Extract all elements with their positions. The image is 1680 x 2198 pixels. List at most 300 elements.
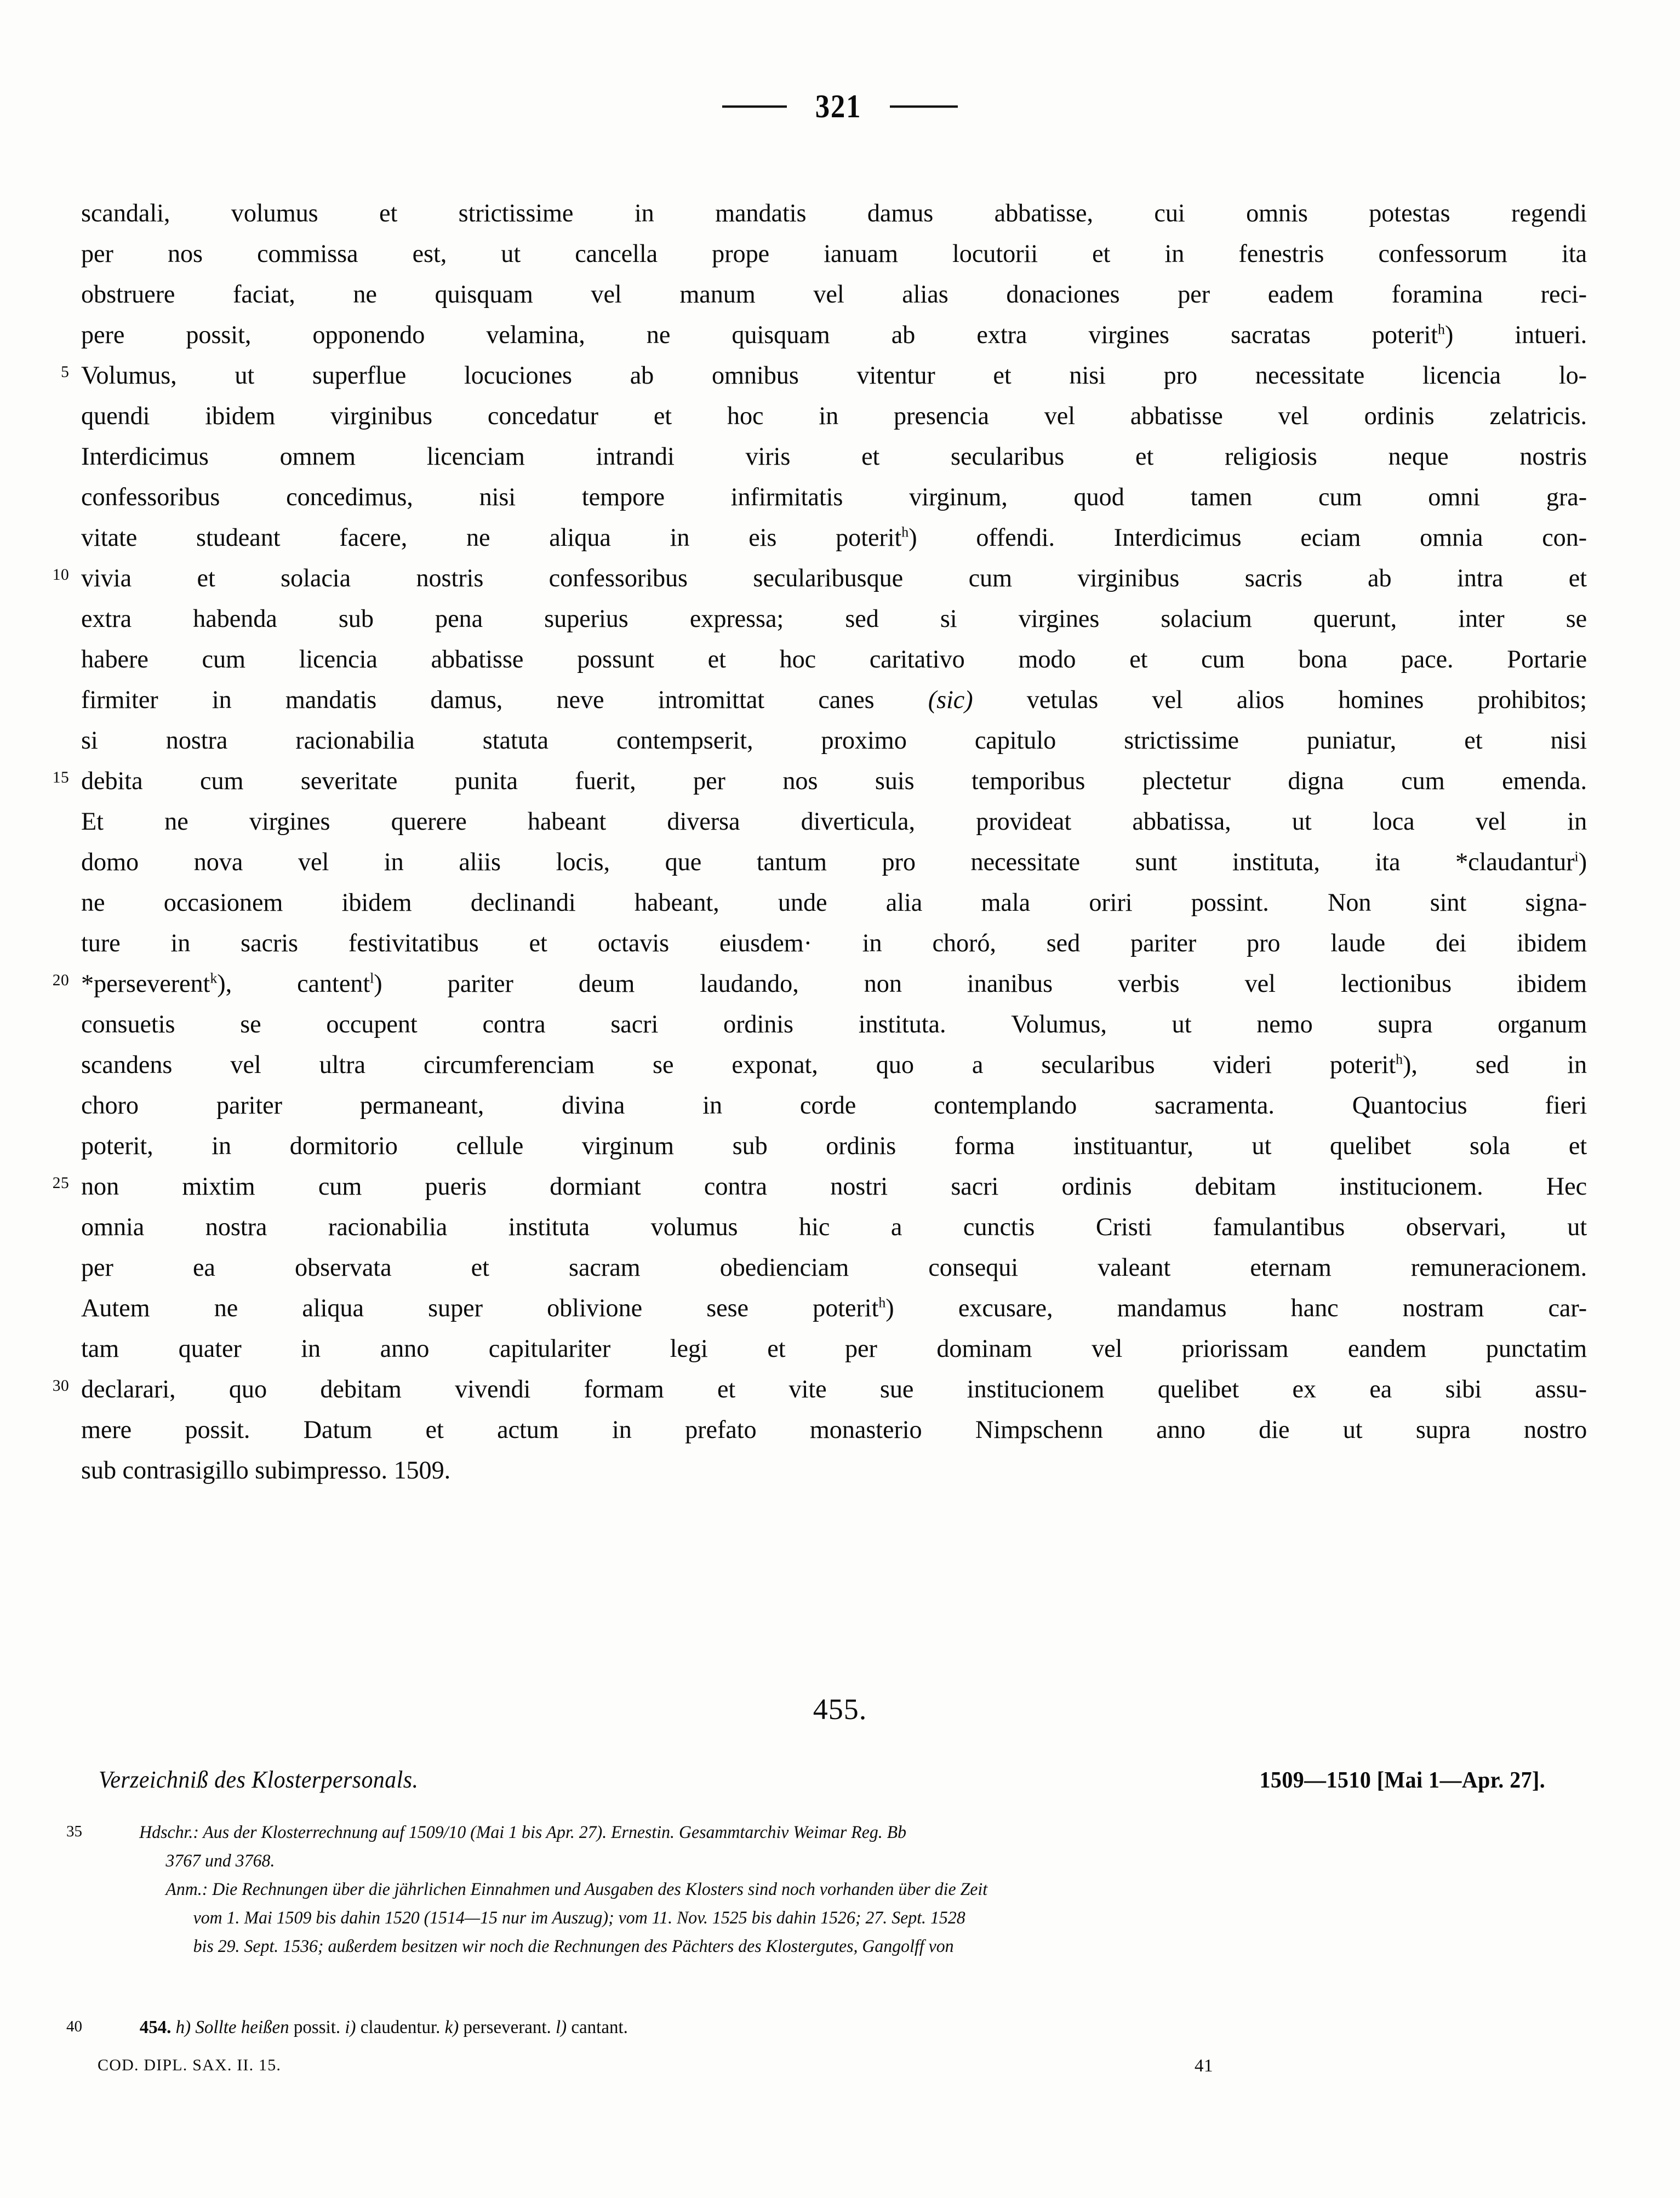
word: cum (1201, 645, 1245, 673)
word: con- (1542, 523, 1587, 552)
word: fuerit, (575, 767, 636, 795)
line-number: 30 (52, 1377, 70, 1395)
word: zelatricis. (1489, 402, 1587, 430)
word: possunt (577, 645, 654, 673)
word: volumus (231, 199, 318, 227)
word: ita (1375, 848, 1401, 876)
charter-line-text (81, 882, 1587, 923)
word: opponendo (312, 321, 425, 349)
word: unde (778, 888, 827, 917)
word: aliqua (302, 1294, 364, 1322)
word: sacris (241, 929, 298, 957)
charter-line (52, 1369, 1587, 1409)
word: vitentur (856, 361, 935, 390)
word: pariter (447, 969, 513, 998)
charter-line (81, 1085, 1587, 1126)
word: bona (1298, 645, 1347, 673)
charter-line-text (81, 1166, 1587, 1207)
word: Portarie (1507, 645, 1587, 673)
word: superius (544, 604, 628, 633)
page-number: 321 (815, 88, 862, 124)
word: ut (1342, 1415, 1363, 1444)
word: proximo (821, 726, 907, 755)
apparatus-text: vom 1. Mai 1509 bis dahin 1520 (1514—15 nur im Auszug); vom 11. Nov. 1525 bis dahin 1526; 27. Sept. 1528 (193, 1908, 965, 1928)
word: poterit$^h$) (1372, 321, 1454, 349)
charter-line-text (81, 517, 1587, 558)
line-number: 15 (52, 768, 70, 786)
word: et (707, 645, 726, 673)
word: cum (318, 1172, 362, 1201)
word: cum (968, 564, 1012, 592)
line-number: 35 (66, 1823, 82, 1840)
word: alios (1236, 686, 1284, 714)
word: provideat (976, 807, 1072, 836)
word: prope (712, 239, 770, 268)
word: observari, (1405, 1213, 1506, 1241)
charter-line (81, 1004, 1587, 1044)
charter-line-text (81, 1288, 1587, 1328)
word: in (819, 402, 839, 430)
word: presencia (894, 402, 989, 430)
word: debitam (320, 1375, 402, 1403)
word: sacram (569, 1253, 641, 1282)
word: ab (891, 321, 916, 349)
charter-line-text (81, 761, 1587, 801)
word: Et (81, 807, 104, 836)
charter-line-text (81, 720, 1587, 761)
word: diverticula, (801, 807, 915, 836)
word: ita (1562, 239, 1587, 268)
charter-line (81, 1450, 1587, 1491)
word: caritativo (869, 645, 965, 673)
word: nostram (1402, 1294, 1484, 1322)
charter-line-text (81, 923, 1587, 963)
footnote-block (66, 2014, 1610, 2041)
word: et (1568, 564, 1587, 592)
word: occasionem (163, 888, 283, 917)
word: inter (1458, 604, 1505, 633)
word: se (653, 1051, 674, 1079)
footnote-editorial-note: Sollte heißen (195, 2017, 289, 2037)
word: consuetis (81, 1010, 175, 1038)
charter-line (81, 923, 1587, 963)
word: remuneracionem. (1410, 1253, 1587, 1282)
word: contra (482, 1010, 546, 1038)
line-number: 25 (52, 1174, 70, 1192)
word: vel (298, 848, 329, 876)
charter-line-text (81, 1328, 1587, 1369)
charter-line (81, 193, 1587, 233)
document-date-range: 1509—1510 [Mai 1—Apr. 27]. (1259, 1768, 1545, 1793)
word: per (81, 239, 113, 268)
word: modo (1018, 645, 1076, 673)
charter-line (81, 639, 1587, 680)
word: cancella (575, 239, 658, 268)
charter-line-text (81, 355, 1587, 396)
word: laude (1330, 929, 1386, 957)
word: excusare, (958, 1294, 1053, 1322)
word: quisquam (435, 280, 533, 309)
word: sub (338, 604, 374, 633)
footnote-reading: claudentur. (360, 2017, 445, 2037)
charter-line (81, 1409, 1587, 1450)
word: laudando, (700, 969, 799, 998)
word: ibidem (205, 402, 276, 430)
word: potestas (1369, 199, 1450, 227)
word: sibi (1445, 1375, 1482, 1403)
footnote-reference: 454. (139, 2017, 172, 2037)
word: nostra (205, 1213, 267, 1241)
word: in (634, 199, 654, 227)
word: Cristi (1095, 1213, 1152, 1241)
word: nova (193, 848, 243, 876)
rule-dash-left-icon (722, 105, 787, 107)
word: sese (706, 1294, 748, 1322)
word: ultra (319, 1051, 365, 1079)
word: ex (1292, 1375, 1316, 1403)
word: ordinis (723, 1010, 793, 1038)
word: cellule (456, 1132, 524, 1160)
word: vel (1475, 807, 1507, 836)
rule-dash-right-icon (890, 105, 958, 107)
word: cum (1401, 767, 1445, 795)
word: debitam (1195, 1172, 1277, 1201)
word: nostri (830, 1172, 888, 1201)
word: scandali, (81, 199, 170, 227)
charter-line-text (81, 315, 1587, 355)
footnote-key: i) (345, 2017, 356, 2037)
word: damus (867, 199, 934, 227)
word: festivitatibus (348, 929, 479, 957)
word: et (425, 1415, 444, 1444)
footnote-reading: perseverant. (463, 2017, 556, 2037)
word: sola (1470, 1132, 1511, 1160)
word: suis (875, 767, 915, 795)
word: ordinis (1061, 1172, 1132, 1201)
word: racionabilia (295, 726, 415, 755)
word: pueris (425, 1172, 487, 1201)
apparatus-text: Hdschr.: Aus der Klosterrechnung auf 1509/10 (Mai 1 bis Apr. 27). Ernestin. Gesammtarchiv Weimar Reg. Bb (139, 1823, 907, 1842)
charter-line (81, 842, 1587, 882)
word: sacramenta. (1155, 1091, 1275, 1120)
word: quelibet (1330, 1132, 1412, 1160)
word: digna (1288, 767, 1344, 795)
word: domo (81, 848, 139, 876)
charter-line-text (81, 801, 1587, 842)
word: poterit$^h$) (836, 523, 917, 552)
word: ut (1292, 807, 1312, 836)
word: instituta. (858, 1010, 946, 1038)
word: dormiant (550, 1172, 641, 1201)
word: ordinis (826, 1132, 896, 1160)
word: monasterio (809, 1415, 922, 1444)
word: mala (981, 888, 1031, 917)
word: diversa (667, 807, 740, 836)
word: licencia (1422, 361, 1501, 390)
word: sunt (1135, 848, 1178, 876)
word: superflue (312, 361, 407, 390)
word: virgines (1088, 321, 1169, 349)
word: Interdicimus (81, 442, 209, 471)
word: necessitate (970, 848, 1080, 876)
word: signa- (1525, 888, 1587, 917)
word: observata (295, 1253, 392, 1282)
footnote-key: h) (175, 2017, 191, 2037)
word: a (890, 1213, 902, 1241)
word: virginum (581, 1132, 674, 1160)
word: assu- (1535, 1375, 1587, 1403)
word: in (384, 848, 404, 876)
word: oriri (1089, 888, 1133, 917)
word: corde (799, 1091, 856, 1120)
apparatus-line (81, 1875, 1610, 1904)
charter-line (81, 1207, 1587, 1247)
colophon (0, 2056, 1680, 2089)
word: eiusdem· (719, 929, 812, 957)
footnote-marker: k (210, 970, 218, 986)
word: vivia (81, 564, 132, 592)
word: alias (902, 280, 948, 309)
word: se (240, 1010, 261, 1038)
word: vel (813, 280, 844, 309)
charter-line-text (81, 1085, 1587, 1126)
charter-line-text (81, 963, 1587, 1004)
apparatus-text: bis 29. Sept. 1536; außerdem besitzen wir noch die Rechnungen des Pächters des Klostergutes, Gangolff von (193, 1937, 954, 1956)
word: contemplando (934, 1091, 1077, 1120)
charter-line (81, 598, 1587, 639)
word: debita (81, 767, 143, 795)
word: punita (454, 767, 518, 795)
word: neque (1388, 442, 1449, 471)
word: instituta, (1232, 848, 1320, 876)
quire-number: 41 (1195, 2056, 1213, 2076)
word: omnibus (711, 361, 799, 390)
word: ordinis (1364, 402, 1435, 430)
word: statuta (482, 726, 548, 755)
footnote-key: l) (555, 2017, 567, 2037)
word: omnia (81, 1213, 145, 1241)
word: et (653, 402, 672, 430)
word: ianuam (824, 239, 898, 268)
charter-line (81, 517, 1587, 558)
word: octavis (597, 929, 670, 957)
word: et (767, 1334, 786, 1363)
footnote-marker: h (901, 524, 909, 540)
charter-line (81, 233, 1587, 274)
word: infirmitatis (730, 483, 843, 511)
footnote-marker: h (1438, 321, 1445, 338)
word: capitulo (974, 726, 1056, 755)
word: in (1164, 239, 1185, 268)
footnote-entries (176, 2017, 628, 2037)
word: plectetur (1142, 767, 1231, 795)
word: concedatur (487, 402, 598, 430)
editorial-sic: (sic) (928, 686, 973, 714)
charter-line (52, 963, 1587, 1004)
word: *claudantur$^i$) (1455, 848, 1587, 876)
word: obstruere (81, 280, 175, 309)
word: et (197, 564, 215, 592)
word: mixtim (182, 1172, 255, 1201)
word: aliqua (549, 523, 611, 552)
word: volumus (650, 1213, 738, 1241)
word: et (993, 361, 1012, 390)
word: locis, (556, 848, 610, 876)
word: et (1092, 239, 1111, 268)
word: in (212, 686, 232, 714)
word: velamina, (486, 321, 585, 349)
word: Quantocius (1352, 1091, 1467, 1120)
word: solacia (281, 564, 351, 592)
word: secularibus (951, 442, 1065, 471)
word: aliis (459, 848, 501, 876)
word: ea (192, 1253, 215, 1282)
word: inanibus (967, 969, 1053, 998)
charter-line-text (81, 193, 1587, 233)
word: sed (1046, 929, 1081, 957)
apparatus-line (81, 1904, 1610, 1932)
word: eciam (1300, 523, 1361, 552)
word: in (212, 1132, 232, 1160)
word: nisi (1550, 726, 1587, 755)
word: deum (578, 969, 635, 998)
word: vel (1244, 969, 1276, 998)
footnote-row (66, 2014, 1610, 2041)
charter-line (81, 882, 1587, 923)
word: omni (1428, 483, 1481, 511)
word: abbatisse (1130, 402, 1223, 430)
word: ne (214, 1294, 238, 1322)
word: circumferenciam (423, 1051, 595, 1079)
word: extra (976, 321, 1027, 349)
charter-line (52, 558, 1587, 598)
word: per (693, 767, 725, 795)
charter-line-text (81, 842, 1587, 882)
word: et (379, 199, 398, 227)
word: et (529, 929, 547, 957)
word: virgines (249, 807, 330, 836)
word: ne (646, 321, 671, 349)
charter-line (81, 1126, 1587, 1166)
word: Autem (81, 1294, 150, 1322)
word: quo (876, 1051, 914, 1079)
word: vel (1278, 402, 1309, 430)
word: in (1567, 1051, 1587, 1079)
charter-line-text (81, 1247, 1587, 1288)
word: ture (81, 929, 121, 957)
word: sed (845, 604, 879, 633)
word: hoc (779, 645, 816, 673)
word: virgines (1018, 604, 1100, 633)
word: scandens (81, 1051, 173, 1079)
word: pena (435, 604, 483, 633)
word: Datum (303, 1415, 373, 1444)
word: confessoribus (81, 483, 220, 511)
word: cum (1318, 483, 1362, 511)
charter-line-text (81, 1207, 1587, 1247)
footnote-reading: cantant. (571, 2017, 628, 2037)
source-apparatus-block (66, 1818, 1610, 1961)
word: damus, (430, 686, 503, 714)
charter-line (81, 680, 1587, 720)
word: ut (1567, 1213, 1587, 1241)
charter-line-text (81, 274, 1587, 315)
word: homines (1338, 686, 1424, 714)
charter-line (81, 274, 1587, 315)
word: vel (1044, 402, 1076, 430)
word: poterit$^h$) (813, 1294, 894, 1322)
word: ne (164, 807, 188, 836)
word: fenestris (1238, 239, 1324, 268)
word: dominam (936, 1334, 1032, 1363)
word: nostris (416, 564, 484, 592)
word: religiosis (1224, 442, 1317, 471)
word: querunt, (1313, 604, 1397, 633)
word: institucionem. (1339, 1172, 1483, 1201)
word: vivendi (455, 1375, 531, 1403)
word: per (81, 1253, 113, 1282)
word: extra (81, 604, 132, 633)
word: secularibus (1041, 1051, 1155, 1079)
charter-line-text (81, 436, 1587, 477)
word: quo (228, 1375, 267, 1403)
word: Hec (1546, 1172, 1587, 1201)
word: pro (1247, 929, 1281, 957)
word: nisi (479, 483, 516, 511)
apparatus-text: 3767 und 3768. (165, 1851, 275, 1871)
charter-line (61, 355, 1587, 396)
word: die (1259, 1415, 1290, 1444)
word: institucionem (967, 1375, 1105, 1403)
word: in (670, 523, 690, 552)
word: locuciones (464, 361, 572, 390)
charter-line (81, 801, 1587, 842)
word: habeant, (634, 888, 719, 917)
word: in (170, 929, 191, 957)
word: abbatisse, (994, 199, 1093, 227)
word: habeant (527, 807, 607, 836)
word: per (845, 1334, 877, 1363)
word: manum (679, 280, 756, 309)
word: Non (1328, 888, 1372, 917)
document-title: Verzeichniß des Klosterpersonals. (99, 1766, 419, 1793)
footnote-marker: h (878, 1294, 886, 1311)
word: alia (885, 888, 923, 917)
word: hoc (727, 402, 764, 430)
charter-line (81, 1247, 1587, 1288)
charter-line-text (81, 1369, 1587, 1409)
charter-line-text (81, 1409, 1587, 1450)
word: intrandi (596, 442, 675, 471)
word: fieri (1545, 1091, 1587, 1120)
footnote-marker: i (1574, 848, 1579, 865)
word: exponat, (732, 1051, 818, 1079)
word: *perseverent$^k$), (81, 969, 232, 998)
word: cantent$^l$) (297, 969, 382, 998)
word: instituantur, (1073, 1132, 1193, 1160)
word: contra (704, 1172, 767, 1201)
word: foramina (1391, 280, 1483, 309)
word: firmiter (81, 686, 158, 714)
word: tamen (1190, 483, 1253, 511)
word: cum (202, 645, 245, 673)
word: obedienciam (719, 1253, 849, 1282)
word: pro (882, 848, 916, 876)
word: eternam (1250, 1253, 1332, 1282)
charter-line-text (81, 1044, 1587, 1085)
line-number: 20 (52, 971, 70, 989)
word: severitate (300, 767, 398, 795)
